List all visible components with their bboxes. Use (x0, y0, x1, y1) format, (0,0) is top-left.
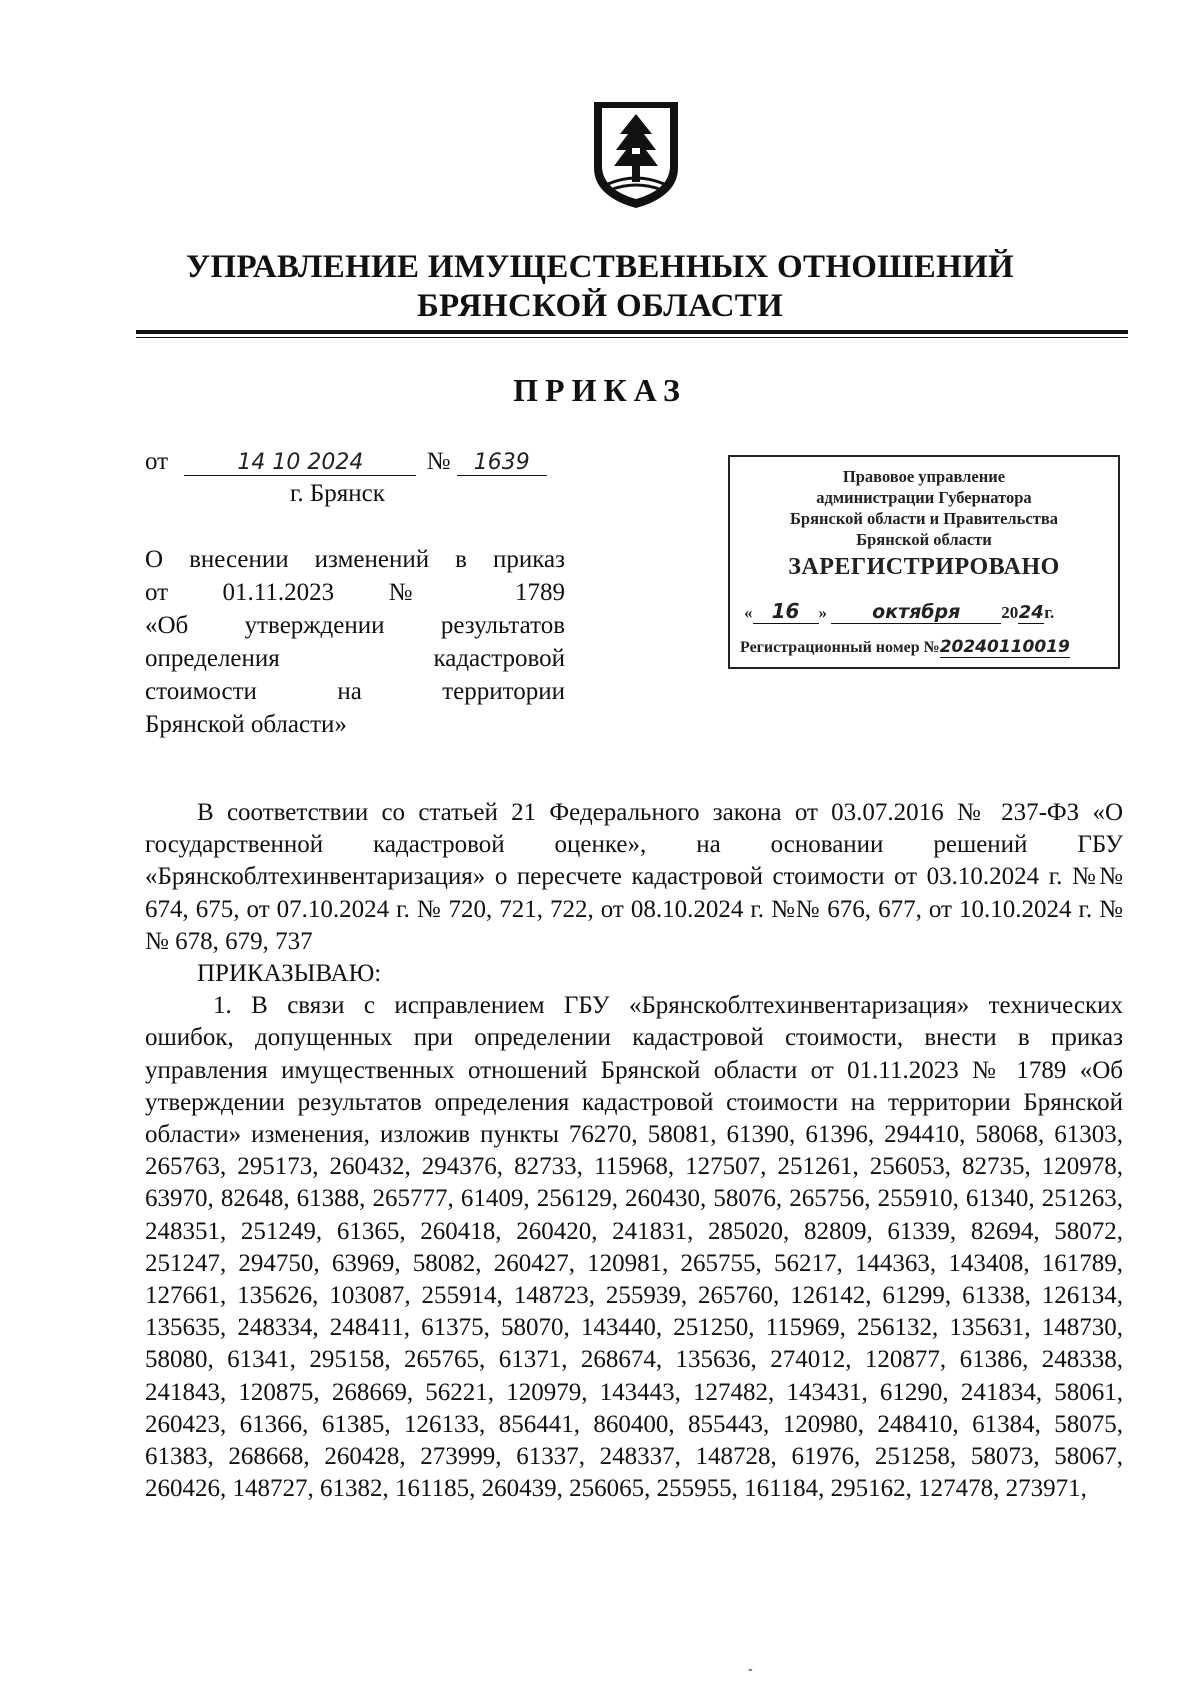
subject-text: «Об (145, 612, 189, 639)
subject-text: территории (442, 678, 566, 705)
order-number: 1639 (457, 450, 547, 476)
stamp-reg-label: Регистрационный номер № (740, 639, 940, 656)
order-date: 14 10 2024 (184, 450, 416, 476)
org-name-line2: БРЯНСКОЙ ОБЛАСТИ (416, 288, 784, 324)
subject-text: на (337, 678, 362, 705)
stamp-registered: ЗАРЕГИСТРИРОВАНО (788, 554, 1060, 580)
order-subject (145, 543, 565, 741)
stamp-quote: « (744, 603, 753, 622)
stamp-reg-number: 20240110019 (939, 637, 1070, 657)
from-label: от (145, 448, 169, 475)
subject-text: стоимости (145, 678, 257, 705)
preamble-paragraph: В соответствии со статьей 21 Федерального закона от 03.07.2016 № 237-ФЗ «О государственной кадастровой оценке», на основании решений ГБУ «Брянскоблтехинвентаризация» о пересчете кадастровой стоимости от 03.10.2024 г. №№ 674, 675, от 07.10.2024 г. № 720, 721, 722, от 08.10.2024 г. №№ 676, 677, от 10.10.2024 г. №№ 678, 679, 737 (145, 799, 1123, 955)
header-rule-thin (136, 337, 1128, 338)
subject-text: Брянской области» (145, 711, 347, 738)
org-name-line1: УПРАВЛЕНИЕ ИМУЩЕСТВЕННЫХ ОТНОШЕНИЙ (185, 249, 1015, 285)
stamp-reg-line (740, 637, 1112, 658)
subject-text: утверждении (244, 612, 385, 639)
document-title: ПРИКАЗ (513, 372, 687, 408)
subject-text: приказ (493, 546, 565, 573)
order-date-line (145, 448, 547, 476)
stamp-day: 16 (753, 599, 819, 624)
subject-text: № (388, 579, 461, 606)
city: г. Брянск (290, 480, 385, 507)
stamp-line: администрации Губернатора (816, 488, 1032, 507)
number-label: № (426, 448, 451, 475)
clause-1-paragraph: 1. В связи с исправлением ГБУ «Брянскоблтехинвентаризация» технических ошибок, допущенных при определении кадастровой стоимости, внести в приказ управления имущественных отношений Брянской области от 01.11.2023 № 1789 «Об утверждении результатов определения кадастровой стоимости на территории Брянской области» изменения, изложив пункты 76270, 58081, 61390, 61396, 294410, 58068, 61303, 265763, 295173, 260432, 294376, 82733, 115968, 127507, 251261, 256053, 82735, 120978, 63970, 82648, 61388, 265777, 61409, 256129, 260430, 58076, 265756, 255910, 61340, 251263, 248351, 251249, 61365, 260418, 260420, 241831, 285020, 82809, 61339, 82694, 58072, 251247, 294750, 63969, 58082, 260427, 120981, 265755, 56217, 144363, 143408, 161789, 127661, 135626, 103087, 255914, 148723, 255939, 265760, 126142, 61299, 61338, 126134, 135635, 248334, 248411, 61375, 58070, 143440, 251250, 115969, 256132, 135631, 148730, 58080, 61341, 295158, 265765, 61371, 268674, 135636, 274012, 120877, 61386, 248338, 241843, 120875, 268669, 56221, 120979, 143443, 127482, 143431, 61290, 241834, 58061, 260423, 61366, 61385, 126133, 856441, 860400, 855443, 120980, 248410, 61384, 58075, 61383, 268668, 260428, 273999, 61337, 248337, 148728, 61976, 251258, 58073, 58067, 260426, 148727, 61382, 161185, 260439, 256065, 255955, 161184, 295162, 127478, 273971, (145, 992, 1123, 1503)
subject-text: от (145, 579, 169, 606)
header-rule-thick (136, 330, 1128, 334)
order-word: ПРИКАЗЫВАЮ: (197, 960, 382, 988)
subject-text: результатов (440, 612, 566, 639)
stamp-year-prefix: 20 (1001, 603, 1019, 622)
stamp-quote: » (818, 603, 827, 622)
stamp-line: Правовое управление (842, 467, 1006, 486)
order-body (145, 797, 1123, 1505)
stamp-year-suffix: 24 (1018, 602, 1044, 623)
subject-text: кадастровой (433, 645, 565, 672)
subject-text: О внесении изменений в (145, 546, 467, 573)
coat-of-arms-icon (588, 98, 684, 212)
stamp-year-label: г. (1044, 603, 1055, 622)
stamp-line: Брянской области (856, 530, 992, 549)
stamp-month: октября (831, 601, 1001, 624)
subject-text: определения (145, 645, 280, 672)
stamp-line: Брянской области и Правительства (790, 509, 1058, 528)
stamp-date-line (744, 599, 1108, 624)
subject-text: 1789 (515, 579, 566, 606)
footer-mark: - (748, 1662, 753, 1677)
subject-text: 01.11.2023 (222, 579, 335, 606)
registration-stamp (728, 455, 1120, 669)
